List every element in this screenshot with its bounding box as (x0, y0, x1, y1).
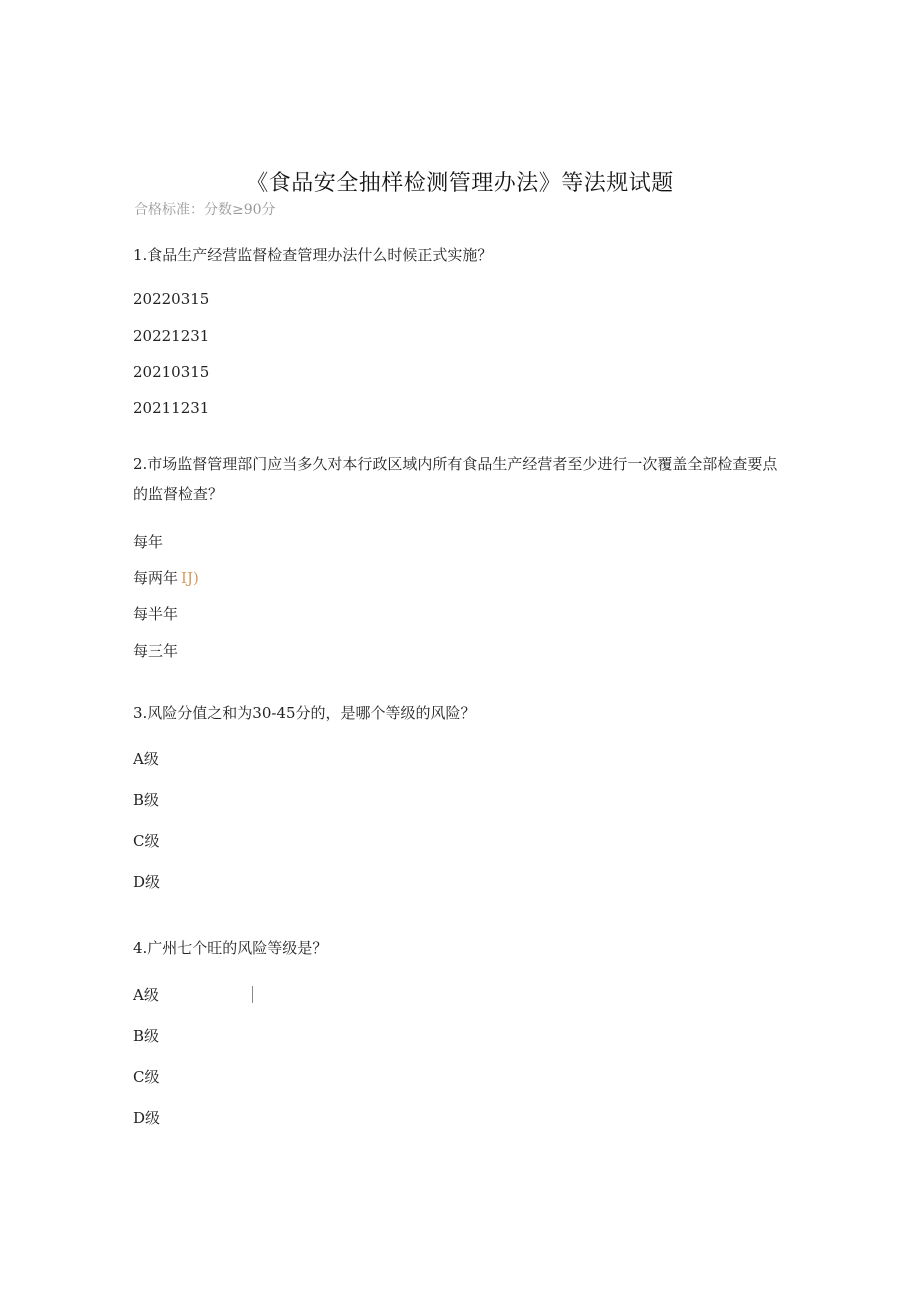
question-4-option-1[interactable]: A级 (133, 986, 159, 1004)
question-3-option-2[interactable]: B级 (133, 791, 160, 809)
question-4-option-4[interactable]: D级 (133, 1109, 161, 1127)
question-1-option-4[interactable]: 20211231 (133, 399, 210, 417)
passing-standard: 合格标准：分数≥90分 (134, 202, 276, 218)
question-2-option-3[interactable]: 每半年 (133, 605, 179, 623)
page-title: 《食品安全抽样检测管理办法》等法规试题 (246, 171, 674, 196)
question-2-text: 2.市场监督管理部门应当多久对本行政区域内所有食品生产经营者至少进行一次覆盖全部检查要点的监督检查？ (133, 455, 778, 503)
annotation-mark: IJ) (181, 569, 199, 587)
question-4-text: 4.广州七个旺的风险等级是？ (133, 939, 328, 957)
question-1-option-2[interactable]: 20221231 (133, 327, 210, 345)
question-3-text: 3.风险分值之和为30-45分的，是哪个等级的风险？ (133, 704, 476, 722)
question-3-option-3[interactable]: C级 (133, 832, 160, 850)
question-2-option-2[interactable] (133, 568, 199, 588)
question-1-option-1[interactable]: 20220315 (133, 290, 210, 308)
question-1-text: 1.食品生产经营监督检查管理办法什么时候正式实施？ (133, 246, 493, 264)
question-3-option-1[interactable]: A级 (133, 750, 159, 768)
question-3-option-4[interactable]: D级 (133, 873, 161, 891)
question-4-option-3[interactable]: C级 (133, 1068, 160, 1086)
question-2-option-2-label: 每两年 (133, 569, 179, 587)
text-cursor (252, 986, 253, 1003)
question-4-option-2[interactable]: B级 (133, 1027, 160, 1045)
question-2-option-1[interactable]: 每年 (133, 533, 164, 551)
question-2-option-4[interactable]: 每三年 (133, 642, 179, 660)
question-1-option-3[interactable]: 20210315 (133, 363, 210, 381)
